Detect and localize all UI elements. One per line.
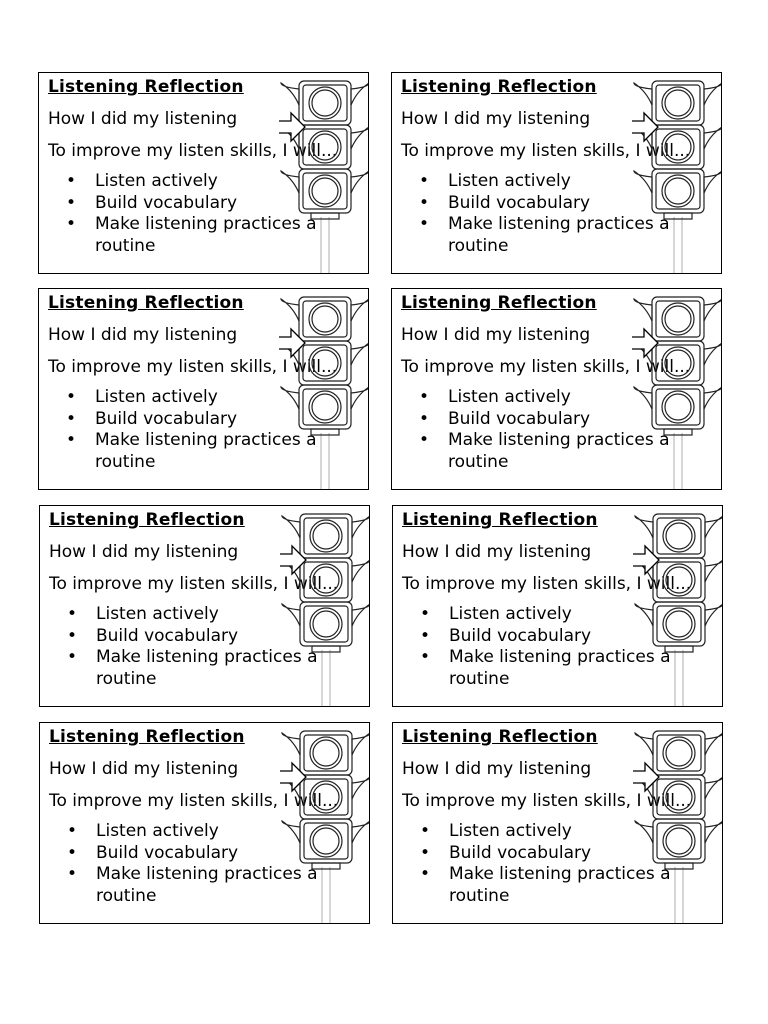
traffic-light-icon [280,729,370,924]
reflection-card [392,722,723,924]
tip-text: Build vocabulary [96,625,239,646]
prompt-how-i-did: How I did my listening [402,542,592,562]
bullet-dot: • [420,842,431,863]
tip-text: Build vocabulary [96,842,239,863]
arrow-right-icon [704,387,722,409]
bullet-dot: • [420,864,431,884]
card-title: Listening Reflection [48,77,244,97]
tip-text: Listen actively [95,387,218,407]
bullet-dot: • [67,647,78,667]
arrow-right-icon [351,387,369,409]
bullet-dot: • [420,604,431,624]
tip-text: Make listening practices a routine [449,864,671,906]
bullet-dot: • [67,864,78,884]
tip-text: Listen actively [95,171,218,191]
prompt-how-i-did: How I did my listening [401,325,591,345]
arrow-right-icon [704,171,722,193]
tip-text: Listen actively [449,821,572,841]
bullet-dot: • [67,821,78,841]
reflection-card [39,722,370,924]
traffic-light-icon [279,295,369,490]
arrow-right-icon [351,171,369,193]
traffic-light-icon [632,79,722,274]
bullet-dot: • [420,647,431,667]
prompt-to-improve: To improve my listen skills, I will... [49,791,339,811]
tip-text: Listen actively [96,604,219,624]
tip-text: Listen actively [449,604,572,624]
card-title: Listening Reflection [49,510,245,530]
bullet-dot: • [420,821,431,841]
traffic-light-icon [633,729,723,924]
tip-text: Make listening practices a routine [95,430,317,472]
bullet-dot: • [66,214,77,234]
bullet-dot: • [419,408,430,429]
bullet-dot: • [67,604,78,624]
prompt-how-i-did: How I did my listening [49,542,239,562]
tip-text: Make listening practices a routine [96,864,318,906]
prompt-to-improve: To improve my listen skills, I will... [48,141,338,161]
prompt-to-improve: To improve my listen skills, I will... [402,791,692,811]
bullet-dot: • [67,842,78,863]
card-title: Listening Reflection [401,293,597,313]
tip-text: Listen actively [96,821,219,841]
arrow-right-icon [352,821,370,843]
tip-text: Build vocabulary [95,408,238,429]
arrow-right-icon [352,604,370,626]
tip-text: Make listening practices a routine [96,647,318,689]
reflection-card [392,505,723,707]
prompt-how-i-did: How I did my listening [49,759,239,779]
prompt-how-i-did: How I did my listening [401,109,591,129]
bullet-dot: • [66,387,77,407]
bullet-dot: • [66,192,77,213]
prompt-to-improve: To improve my listen skills, I will... [401,141,691,161]
prompt-to-improve: To improve my listen skills, I will... [401,357,691,377]
prompt-how-i-did: How I did my listening [48,325,238,345]
prompt-to-improve: To improve my listen skills, I will... [402,574,692,594]
tip-text: Listen actively [448,171,571,191]
card-title: Listening Reflection [402,510,598,530]
bullet-dot: • [419,214,430,234]
bullet-dot: • [419,430,430,450]
arrow-right-icon [705,604,723,626]
reflection-card [38,288,369,490]
bullet-dot: • [419,387,430,407]
bullet-dot: • [420,625,431,646]
card-title: Listening Reflection [49,727,245,747]
card-title: Listening Reflection [402,727,598,747]
prompt-how-i-did: How I did my listening [402,759,592,779]
bullet-dot: • [66,171,77,191]
prompt-to-improve: To improve my listen skills, I will... [48,357,338,377]
arrow-right-icon [705,821,723,843]
tip-text: Make listening practices a routine [448,214,670,256]
tip-text: Build vocabulary [449,625,592,646]
reflection-card [39,505,370,707]
tip-text: Make listening practices a routine [448,430,670,472]
prompt-how-i-did: How I did my listening [48,109,238,129]
tip-text: Make listening practices a routine [95,214,317,256]
tip-text: Build vocabulary [448,408,591,429]
tip-text: Listen actively [448,387,571,407]
traffic-light-icon [279,79,369,274]
reflection-card [391,72,722,274]
prompt-to-improve: To improve my listen skills, I will... [49,574,339,594]
traffic-light-icon [632,295,722,490]
reflection-card [38,72,369,274]
reflection-card [391,288,722,490]
card-title: Listening Reflection [401,77,597,97]
tip-text: Build vocabulary [448,192,591,213]
bullet-dot: • [419,192,430,213]
tip-text: Make listening practices a routine [449,647,671,689]
traffic-light-icon [633,512,723,707]
tip-text: Build vocabulary [449,842,592,863]
card-title: Listening Reflection [48,293,244,313]
tip-text: Build vocabulary [95,192,238,213]
bullet-dot: • [419,171,430,191]
bullet-dot: • [66,430,77,450]
bullet-dot: • [67,625,78,646]
traffic-light-icon [280,512,370,707]
bullet-dot: • [66,408,77,429]
